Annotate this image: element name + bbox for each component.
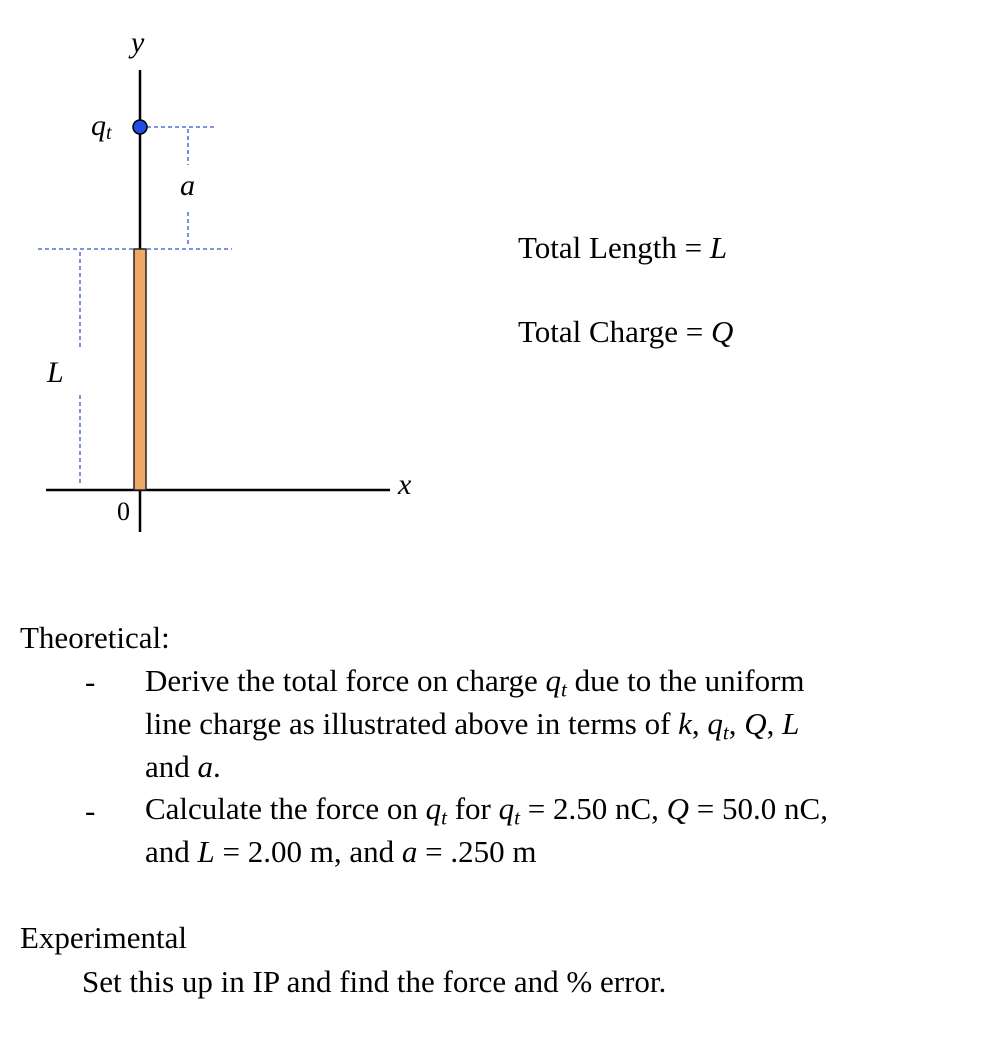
gap-label: a [180, 169, 195, 202]
bullet-1-line-1: Derive the total force on charge $q_t$ due to the uniform [145, 663, 805, 702]
x-axis-label: x [398, 468, 412, 501]
total-length-var: L [709, 230, 728, 265]
experimental-body: Set this up in IP and find the force and % error. [82, 964, 667, 999]
theoretical-heading: Theoretical: [20, 620, 170, 655]
total-charge-text: Total Charge = [518, 314, 711, 349]
length-label: L [47, 356, 64, 389]
bullet-2-text [145, 787, 828, 873]
total-charge-var: Q [710, 314, 734, 349]
charged-rod [134, 249, 146, 490]
bullet-1-dash: - [85, 664, 96, 699]
bullet-2-line-2: and L = 2.00 m, and a = .250 m [145, 834, 537, 869]
test-charge-dot [133, 120, 147, 134]
experimental-heading: Experimental [20, 920, 187, 955]
origin-label: 0 [117, 497, 130, 526]
y-axis-label: y [131, 26, 145, 59]
test-charge-label: qt [91, 109, 112, 144]
bullet-2-dash: - [85, 793, 96, 828]
bullet-1-line-2: line charge as illustrated above in terms of k, $q_t$, Q, L [145, 706, 800, 745]
total-charge-label [518, 316, 733, 347]
total-length-text: Total Length = [518, 230, 710, 265]
bullet-1-text [145, 659, 805, 788]
total-length-label [518, 232, 727, 263]
bullet-2-line-1: Calculate the force on $q_t$ for $q_t = 2.50$ nC, Q = 50.0 nC, [145, 791, 828, 830]
bullet-1-line-3: and a. [145, 749, 221, 784]
